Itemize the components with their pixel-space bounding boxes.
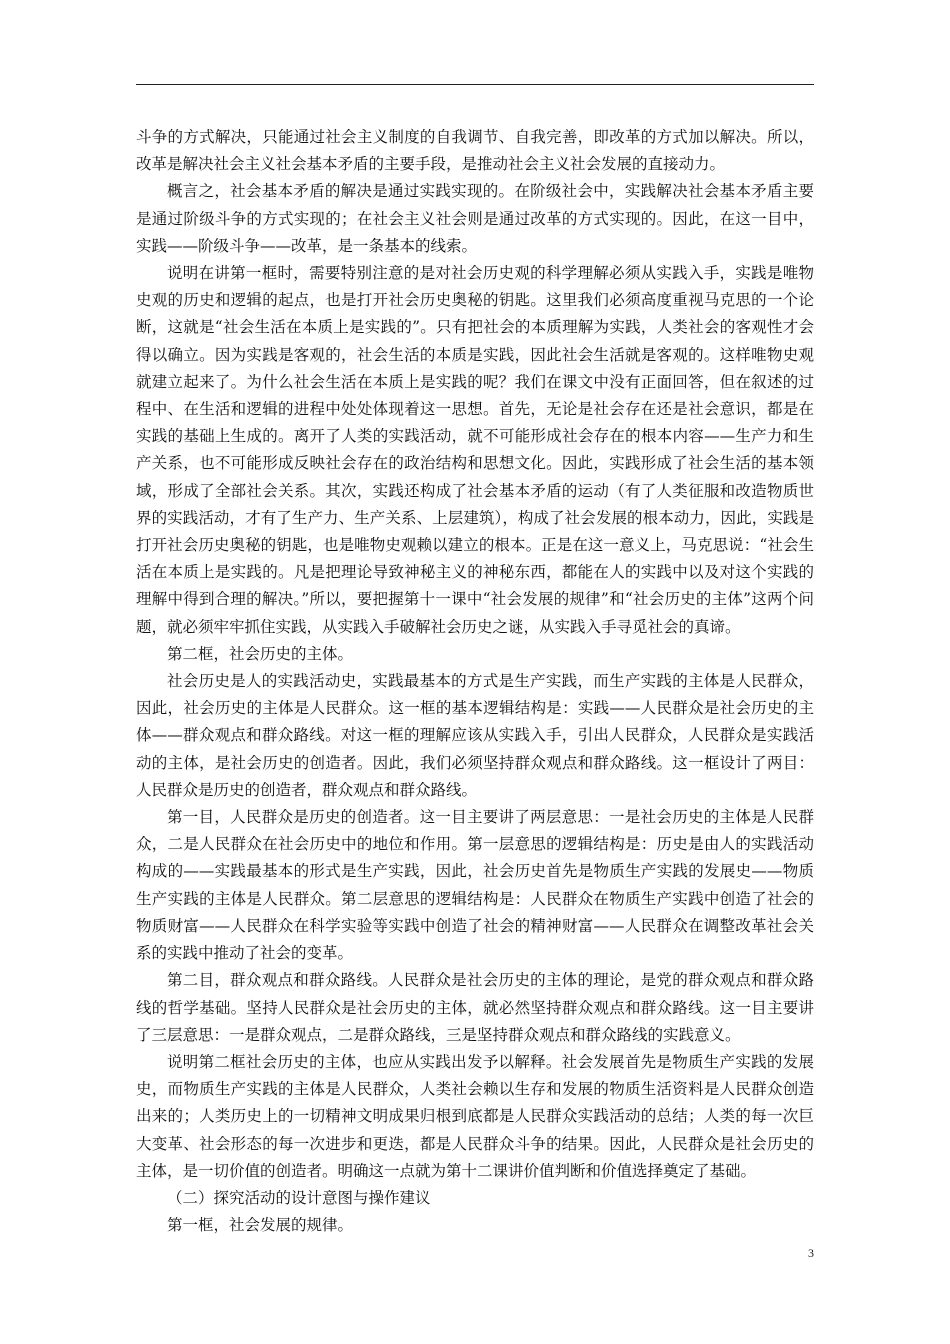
paragraph-4: 第二框，社会历史的主体。 — [167, 644, 354, 663]
paragraph-2: 概言之，社会基本矛盾的解决是通过实践实现的。在阶级社会中，实践解决社会基本矛盾主要是通过阶级斗争的方式实现的；在社会主义社会则是通过改革的方式实现的。因此，在这一目中，实践——阶级斗争——改革，是一条基本的线索。 — [136, 182, 814, 255]
paragraph-10: 第一框，社会发展的规律。 — [167, 1216, 354, 1235]
page-number: 3 — [808, 1246, 814, 1260]
paragraph-6: 第一目，人民群众是历史的创造者。这一目主要讲了两层意思：一是社会历史的主体是人民群众，二是人民群众在社会历史中的地位和作用。第一层意思的逻辑结构是：历史是由人的实践活动构成的——实践最基本的形式是生产实践，因此，社会历史首先是物质生产实践的发展史——物质生产实践的主体是人民群众。第二层意思的逻辑结构是：人民群众在物质生产实践中创造了社会的物质财富——人民群众在科学实验等实践中创造了社会的精神财富——人民群众在调整改革社会关系的实践中推动了社会的变革。 — [136, 808, 814, 963]
paragraph-7: 第二目，群众观点和群众路线。人民群众是社会历史的主体的理论，是党的群众观点和群众路线的哲学基础。坚持人民群众是社会历史的主体，就必然坚持群众观点和群众路线。这一目主要讲了三层意思：一是群众观点，二是群众路线，三是坚持群众观点和群众路线的实践意义。 — [136, 971, 814, 1044]
paragraph-3: 说明在讲第一框时，需要特别注意的是对社会历史观的科学理解必须从实践入手，实践是唯物史观的历史和逻辑的起点，也是打开社会历史奥秘的钥匙。这里我们必须高度重视马克思的一个论断，这就是“社会生活在本质上是实践的”。只有把社会的本质理解为实践，人类社会的客观性才会得以确立。因为实践是客观的，社会生活的本质是实践，因此社会生活就是客观的。这样唯物史观就建立起来了。为什么社会生活在本质上是实践的呢？我们在课文中没有正面回答，但在叙述的过程中、在生活和逻辑的进程中处处体现着这一思想。首先，无论是社会存在还是社会意识，都是在实践的基础上生成的。离开了人类的实践活动，就不可能形成社会存在的根本内容——生产力和生产关系，也不可能形成反映社会存在的政治结构和思想文化。因此，实践形成了社会生活的基本领域，形成了全部社会关系。其次，实践还构成了社会基本矛盾的运动（有了人类征服和改造物质世界的实践活动，才有了生产力、生产关系、上层建筑），构成了社会发展的根本动力，因此，实践是打开社会历史奥秘的钥匙，也是唯物史观赖以建立的根本。正是在这一意义上，马克思说：“社会生活在本质上是实践的。凡是把理论导致神秘主义的神秘东西，都能在人的实践中以及对这个实践的理解中得到合理的解决。”所以，要把握第十一课中“社会发展的规律”和“社会历史的主体”这两个问题，就必须牢牢抓住实践，从实践入手破解社会历史之谜，从实践入手寻觅社会的真谛。 — [136, 264, 814, 636]
paragraph-8: 说明第二框社会历史的主体，也应从实践出发予以解释。社会发展首先是物质生产实践的发展史，而物质生产实践的主体是人民群众，人类社会赖以生存和发展的物质生活资料是人民群众创造出来的；人类历史上的一切精神文明成果归根到底都是人民群众实践活动的总结；人类的每一次巨大变革、社会形态的每一次进步和更迭，都是人民群众斗争的结果。因此，人民群众是社会历史的主体，是一切价值的创造者。明确这一点就为第十二课讲价值判断和价值选择奠定了基础。 — [136, 1052, 814, 1180]
document-body — [136, 124, 814, 1239]
section-heading: （二）探究活动的设计意图与操作建议 — [167, 1188, 431, 1207]
header-rule — [136, 84, 814, 85]
paragraph-1: 斗争的方式解决，只能通过社会主义制度的自我调节、自我完善，即改革的方式加以解决。所以，改革是解决社会主义社会基本矛盾的主要手段，是推动社会主义社会发展的直接动力。 — [136, 128, 814, 174]
paragraph-5: 社会历史是人的实践活动史，实践最基本的方式是生产实践，而生产实践的主体是人民群众，因此，社会历史的主体是人民群众。这一框的基本逻辑结构是：实践——人民群众是社会历史的主体——群众观点和群众路线。对这一框的理解应该从实践入手，引出人民群众，人民群众是实践活动的主体，是社会历史的创造者。因此，我们必须坚持群众观点和群众路线。这一框设计了两目：人民群众是历史的创造者，群众观点和群众路线。 — [136, 672, 814, 799]
